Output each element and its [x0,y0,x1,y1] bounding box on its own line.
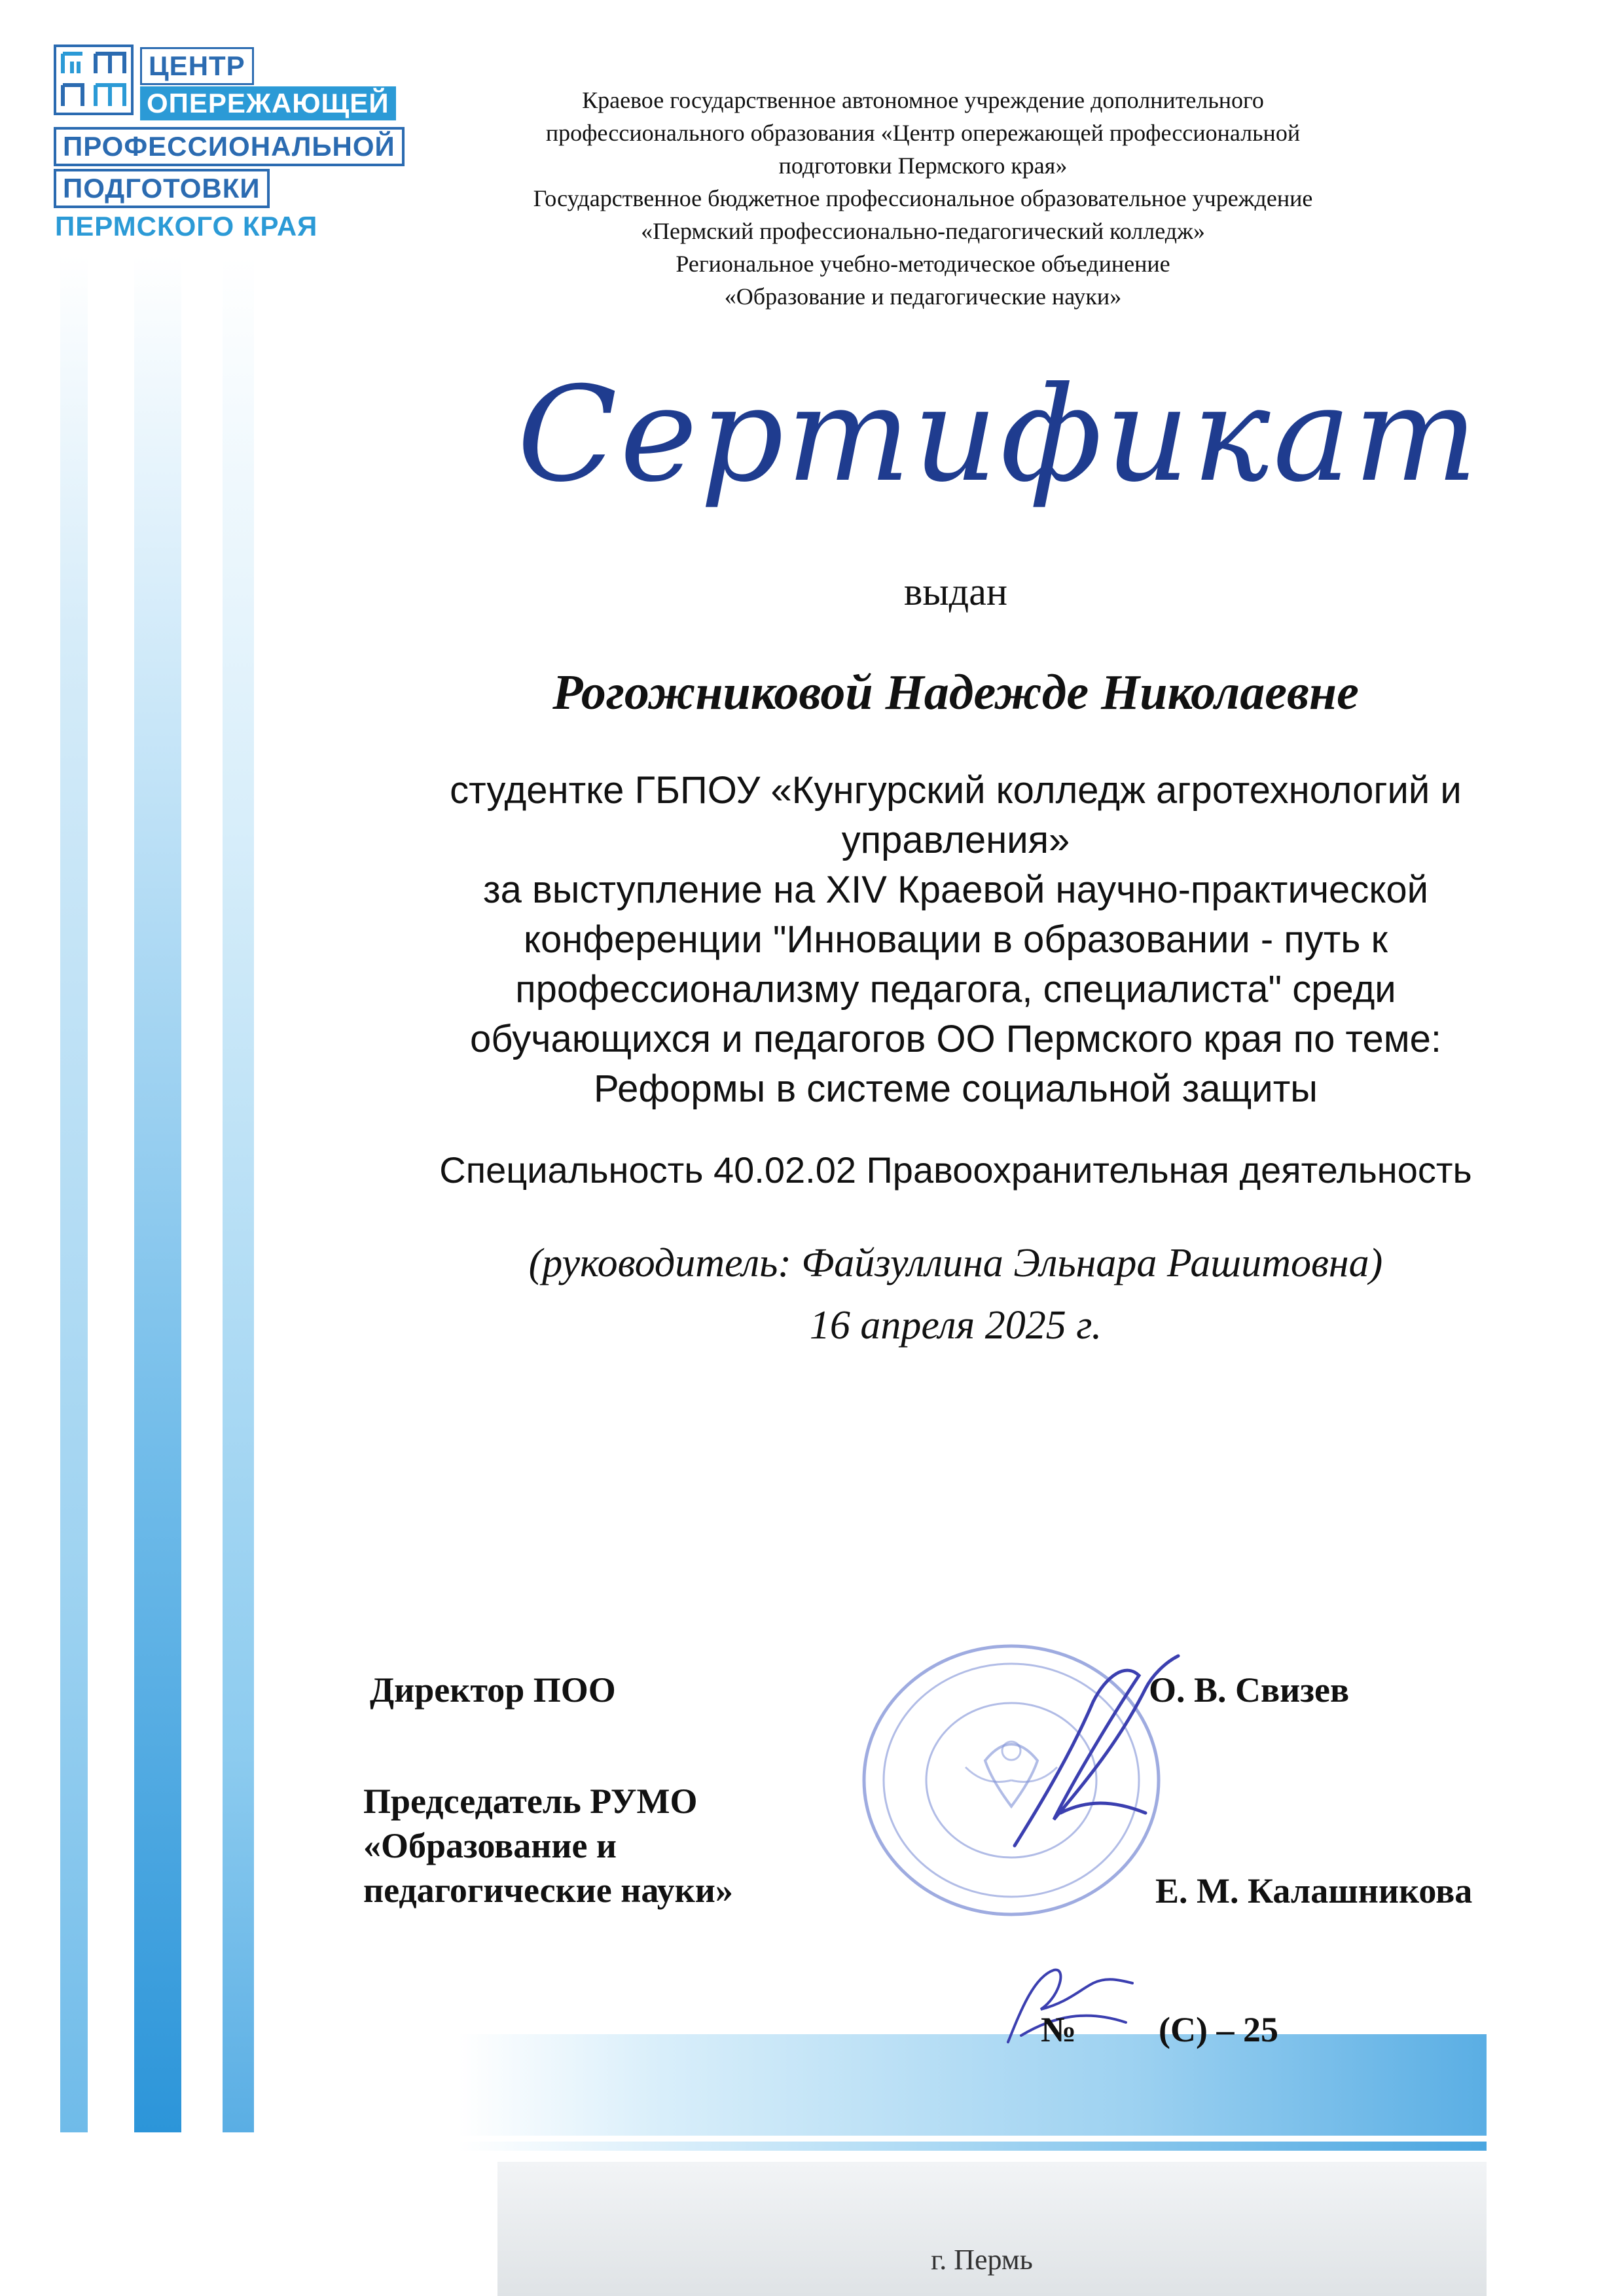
header-line: «Пермский профессионально-педагогический колледж» [641,218,1205,244]
chair-title [363,1779,733,1912]
body-line: обучающихся и педагогов ОО Пермского края по теме: [470,1018,1441,1060]
specialty: Специальность 40.02.02 Правоохранительная деятельность [439,1149,1472,1191]
logo-line-3: ПРОФЕССИОНАЛЬНОЙ [54,127,405,166]
logo-line-5: ПЕРМСКОГО КРАЯ [55,211,318,242]
issue-date: 16 апреля 2025 г. [809,1303,1102,1348]
recipient-name: Рогожниковой Надежде Николаевне [552,665,1359,720]
body-line: профессионализму педагога, специалиста" среди [515,968,1396,1011]
body-line: конференции "Инновации в образовании - путь к [523,918,1388,961]
supervisor: (руководитель: Файзуллина Эльнара Рашитовна) [528,1241,1383,1285]
header-line: профессионального образования «Центр опережающей профессиональной [545,120,1301,146]
logo-line-2: ОПЕРЕЖАЮЩЕЙ [140,86,396,120]
chair-title-line: Председатель РУМО [363,1782,698,1821]
director-name: О. В. Свизев [1149,1670,1350,1710]
decor-stripe-3 [223,255,254,2132]
certificate-number: (С) – 25 [1159,2010,1278,2049]
chair-name: Е. М. Калашникова [1155,1871,1473,1910]
logo-line-1: ЦЕНТР [140,47,254,85]
chair-title-line: «Образование и [363,1826,617,1865]
certificate-title: Сертификат [517,359,1481,511]
header-line: «Образование и педагогические науки» [724,283,1122,310]
header-line: подготовки Пермского края» [778,152,1068,179]
city-label: г. Пермь [931,2244,1033,2276]
body-line: за выступление на XIV Краевой научно-практической [483,869,1428,911]
body-line: Реформы в системе социальной защиты [594,1067,1318,1110]
director-title: Директор ПОО [370,1670,616,1710]
logo [54,45,446,254]
body-line: управления» [841,819,1070,861]
decor-stripe-1 [60,255,88,2132]
body-line: студентке ГБПОУ «Кунгурский колледж агротехнологий и [450,769,1462,812]
header-line: Краевое государственное автономное учреждение дополнительного [582,87,1264,113]
issuer-header [406,84,1440,313]
issued-label: выдан [904,570,1007,613]
decor-stripe-2 [134,255,181,2132]
certificate-body [380,766,1532,1114]
decor-bottom-band [458,2034,1487,2136]
logo-line-4: ПОДГОТОВКИ [54,169,270,208]
header-line: Региональное учебно-методическое объединение [676,251,1170,277]
decor-bottom-line [458,2142,1487,2151]
cop-grid-icon [54,45,134,115]
certificate-number-label: № [1041,2010,1077,2049]
header-line: Государственное бюджетное профессиональное образовательное учреждение [533,185,1313,211]
chair-title-line: педагогические науки» [363,1871,733,1910]
